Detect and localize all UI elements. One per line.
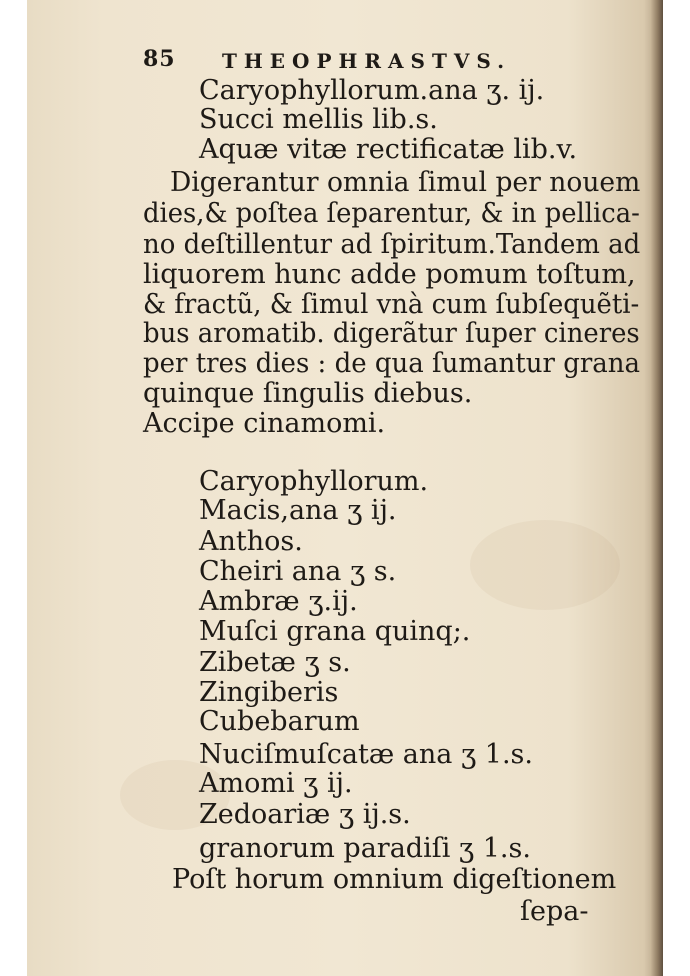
- text-line: granorum paradiſi ʒ 1.s.: [199, 833, 531, 864]
- text-line: liquorem hunc adde pomum toſtum,: [143, 259, 636, 290]
- text-line: Anthos.: [199, 526, 303, 557]
- paper-stain: [470, 520, 620, 610]
- text-line: Zedoariæ ʒ ij.s.: [199, 799, 411, 830]
- text-line: bus aromatib. digerãtur ſuper cineres: [143, 318, 640, 349]
- text-line: Amomi ʒ ij.: [199, 768, 353, 799]
- page-number: 85: [143, 46, 176, 72]
- text-line: Cheiri ana ʒ s.: [199, 556, 397, 587]
- text-line: Caryophyllorum.: [199, 466, 429, 497]
- text-line: & fractũ, & ſimul vnà cum ſubſequẽti-: [143, 289, 640, 320]
- text-line: Ambræ ʒ.ij.: [199, 586, 358, 617]
- text-line: Nuciſmuſcatæ ana ʒ 1.s.: [199, 739, 533, 770]
- page-edge-shadow: [650, 0, 663, 976]
- text-line: Aquæ vitæ rectificatæ lib.v.: [199, 134, 578, 165]
- text-line: Zibetæ ʒ s.: [199, 647, 351, 678]
- text-line: Cubebarum: [199, 706, 360, 737]
- text-line: Digerantur omnia ſimul per nouem: [170, 167, 641, 198]
- text-line: no deſtillentur ad ſpiritum.Tandem ad: [143, 229, 641, 260]
- text-line: Macis,ana ʒ ij.: [199, 495, 397, 526]
- text-line: Succi mellis lib.s.: [199, 104, 438, 135]
- text-line: Zingiberis: [199, 677, 339, 708]
- text-line: quinque ſingulis diebus.: [143, 378, 473, 409]
- text-line: Poſt horum omnium digeſtionem: [172, 864, 617, 895]
- text-line: per tres dies : de qua ſumantur grana: [143, 348, 641, 379]
- text-line: Caryophyllorum.ana ʒ. ij.: [199, 75, 545, 106]
- running-title: THEOPHRASTVS.: [222, 49, 512, 73]
- text-line: dies,& poſtea ſeparentur, & in pellica-: [143, 198, 640, 229]
- text-line: Muſci grana quinq;.: [199, 616, 471, 647]
- catchword: ſepa-: [520, 896, 589, 927]
- text-line: Accipe cinamomi.: [143, 408, 386, 439]
